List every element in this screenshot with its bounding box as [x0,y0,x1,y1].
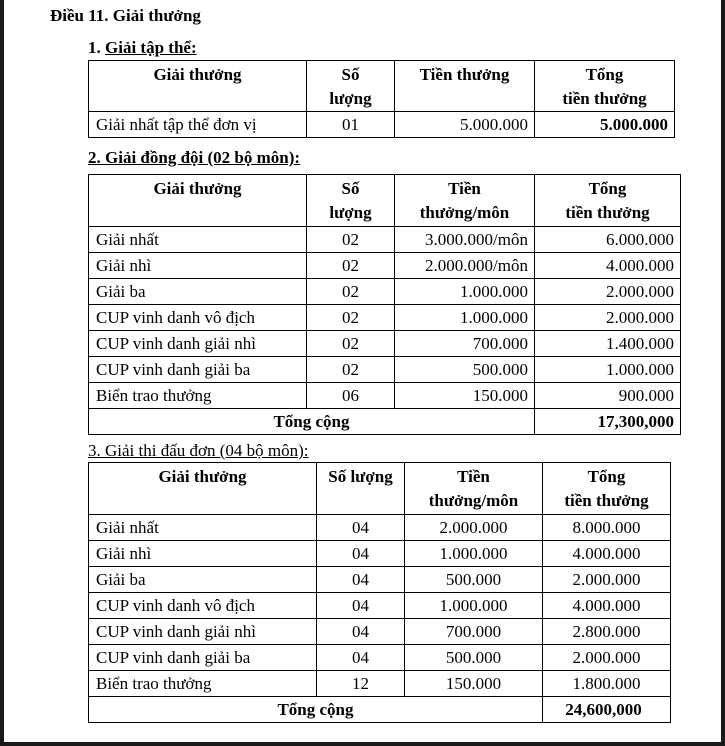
table-header-row [89,61,675,112]
header-prize: Giải thưởng [89,175,307,227]
cell-prize: Giải nhất [89,515,317,541]
header-total: Tổng tiền thưởng [535,175,681,227]
total-value: 17,300,000 [535,409,681,435]
cell-qty: 06 [307,383,395,409]
cell-prize: Giải ba [89,279,307,305]
cell-prize: Giải nhất [89,227,307,253]
cell-amount: 3.000.000/môn [395,227,535,253]
header-qty: Số lượng [317,463,405,515]
cell-total: 6.000.000 [535,227,681,253]
cell-prize: CUP vinh danh giải ba [89,357,307,383]
table-row [89,593,671,619]
cell-amount: 5.000.000 [395,112,535,138]
cell-amount: 1.000.000 [405,593,543,619]
table-section3 [88,462,671,723]
cell-total: 5.000.000 [535,112,675,138]
cell-prize: CUP vinh danh vô địch [89,305,307,331]
table-row [89,331,681,357]
cell-prize: CUP vinh danh giải nhì [89,331,307,357]
header-qty: Số lượng [307,61,395,112]
cell-total: 8.000.000 [543,515,671,541]
cell-prize: CUP vinh danh vô địch [89,593,317,619]
table-row [89,305,681,331]
cell-qty: 02 [307,305,395,331]
cell-total: 1.800.000 [543,671,671,697]
section1-title [88,38,197,58]
total-label: Tổng cộng [89,697,543,723]
cell-qty: 04 [317,541,405,567]
table-row [89,671,671,697]
cell-total: 1.400.000 [535,331,681,357]
table-section1 [88,60,675,138]
cell-amount: 500.000 [405,567,543,593]
table-row [89,357,681,383]
total-value: 24,600,000 [543,697,671,723]
cell-amount: 700.000 [405,619,543,645]
cell-amount: 2.000.000 [405,515,543,541]
section3-title: 3. Giải thi đấu đơn (04 bộ môn): [88,441,309,460]
section1-number: 1. [88,38,105,57]
cell-total: 4.000.000 [543,541,671,567]
section2-title: 2. Giải đồng đội (02 bộ môn): [88,148,301,167]
cell-total: 2.000.000 [543,645,671,671]
cell-amount: 500.000 [405,645,543,671]
cell-qty: 02 [307,279,395,305]
total-label: Tổng cộng [89,409,535,435]
cell-qty: 02 [307,331,395,357]
cell-total: 4.000.000 [543,593,671,619]
cell-qty: 04 [317,567,405,593]
article-title: Điều 11. Giải thưởng [50,6,201,25]
cell-prize: CUP vinh danh giải nhì [89,619,317,645]
header-prize: Giải thưởng [89,463,317,515]
cell-qty: 02 [307,357,395,383]
table-header-row [89,175,681,227]
cell-total: 2.800.000 [543,619,671,645]
total-row [89,409,681,435]
cell-qty: 04 [317,645,405,671]
header-money: Tiền thưởng/môn [405,463,543,515]
table-row [89,541,671,567]
cell-amount: 1.000.000 [395,305,535,331]
header-money: Tiền thưởng/môn [395,175,535,227]
cell-total: 2.000.000 [535,305,681,331]
header-prize: Giải thưởng [89,61,307,112]
cell-total: 2.000.000 [535,279,681,305]
total-row [89,697,671,723]
cell-amount: 150.000 [395,383,535,409]
document-page [4,0,721,742]
header-qty: Số lượng [307,175,395,227]
cell-prize: CUP vinh danh giải ba [89,645,317,671]
table-row [89,619,671,645]
cell-amount: 1.000.000 [395,279,535,305]
table-header-row [89,463,671,515]
header-money: Tiền thưởng [395,61,535,112]
cell-prize: Biển trao thưởng [89,383,307,409]
header-total: Tổng tiền thưởng [543,463,671,515]
cell-total: 2.000.000 [543,567,671,593]
cell-qty: 01 [307,112,395,138]
cell-amount: 700.000 [395,331,535,357]
cell-qty: 04 [317,593,405,619]
cell-qty: 04 [317,619,405,645]
table-row [89,253,681,279]
table-row [89,567,671,593]
table-row [89,645,671,671]
header-total: Tổng tiền thưởng [535,61,675,112]
cell-qty: 02 [307,253,395,279]
cell-prize: Giải ba [89,567,317,593]
table-row [89,279,681,305]
cell-prize: Giải nhì [89,253,307,279]
table-row [89,515,671,541]
section1-title-text: Giải tập thể: [105,38,197,57]
cell-amount: 500.000 [395,357,535,383]
cell-prize: Giải nhất tập thể đơn vị [89,112,307,138]
table-section2 [88,174,681,435]
cell-qty: 12 [317,671,405,697]
cell-total: 1.000.000 [535,357,681,383]
cell-amount: 150.000 [405,671,543,697]
cell-amount: 2.000.000/môn [395,253,535,279]
cell-amount: 1.000.000 [405,541,543,567]
cell-total: 900.000 [535,383,681,409]
cell-prize: Giải nhì [89,541,317,567]
cell-prize: Biển trao thưởng [89,671,317,697]
table-row [89,112,675,138]
table-row [89,227,681,253]
cell-total: 4.000.000 [535,253,681,279]
table-row [89,383,681,409]
cell-qty: 02 [307,227,395,253]
cell-qty: 04 [317,515,405,541]
